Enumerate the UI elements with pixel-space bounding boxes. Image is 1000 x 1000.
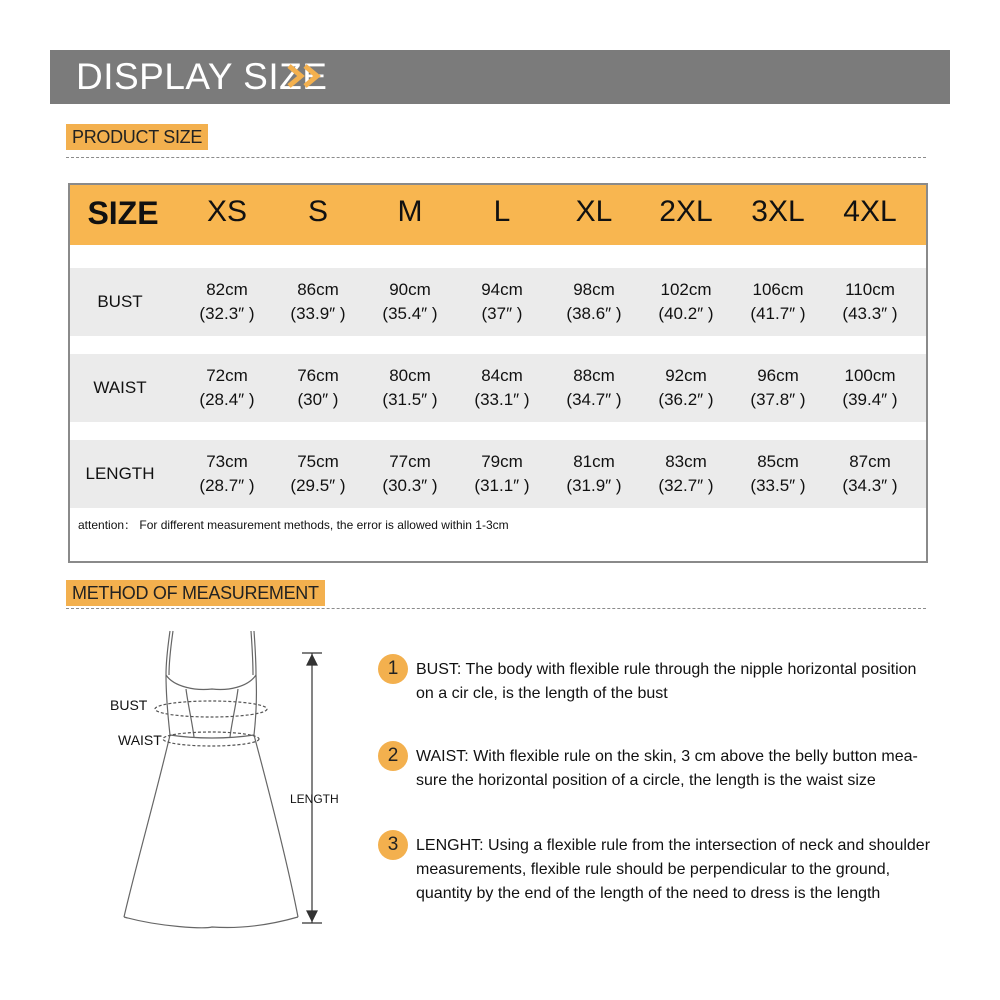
table-cell: 73cm (28.7″ ) xyxy=(199,452,255,495)
table-cell: 86cm (33.9″ ) xyxy=(290,280,346,323)
step-number-badge: 2 xyxy=(378,741,408,771)
method-of-measurement-tag: METHOD OF MEASUREMENT xyxy=(66,580,325,606)
table-cell: 84cm (33.1″ ) xyxy=(474,366,530,409)
table-cell: 79cm (31.1″ ) xyxy=(474,452,530,495)
dashed-divider xyxy=(66,608,926,609)
product-size-tag: PRODUCT SIZE xyxy=(66,124,208,150)
table-cell: 77cm (30.3″ ) xyxy=(382,452,438,495)
measurement-step-length xyxy=(378,830,938,910)
row-label-bust: BUST xyxy=(97,292,143,311)
step-text: WAIST: With flexible rule on the skin, 3 cm above the belly button mea-sure the horizontal position of a circle, the length is the waist size xyxy=(416,748,918,789)
row-label-waist: WAIST xyxy=(93,378,147,397)
dress-outline-icon xyxy=(100,625,350,935)
banner-title: DISPLAY SIZE xyxy=(76,56,328,97)
table-cell: 82cm (32.3″ ) xyxy=(199,280,255,323)
size-table xyxy=(68,183,928,563)
table-cell: 87cm (34.3″ ) xyxy=(842,452,898,495)
dashed-divider xyxy=(66,157,926,158)
table-row-waist xyxy=(70,354,926,422)
measurement-step-bust xyxy=(378,654,938,714)
table-cell: 81cm (31.9″ ) xyxy=(566,452,622,495)
row-label-length: LENGTH xyxy=(85,464,155,483)
table-row-bust xyxy=(70,268,926,336)
size-header-label: SIZE xyxy=(87,195,159,231)
measurement-note: attention： For different measurement methods, the error is allowed within 1-3cm xyxy=(78,518,509,532)
display-size-banner xyxy=(50,50,950,104)
table-cell: 76cm (30″ ) xyxy=(297,366,339,409)
table-cell: 98cm (38.6″ ) xyxy=(566,280,622,323)
step-number-badge: 3 xyxy=(378,830,408,860)
double-chevron-right-icon xyxy=(286,63,330,89)
size-header-xs: XS xyxy=(206,195,248,228)
table-cell: 85cm (33.5″ ) xyxy=(750,452,806,495)
table-row-length xyxy=(70,440,926,508)
table-cell: 110cm (43.3″ ) xyxy=(842,280,898,323)
step-text: LENGHT: Using a flexible rule from the intersection of neck and shoulder measurements, flexible rule should be perpendicular to the ground, quantity by the end of the length of the need to dress is the length xyxy=(416,837,931,902)
table-cell: 83cm (32.7″ ) xyxy=(658,452,714,495)
size-header-m: M xyxy=(397,195,423,228)
diagram-label-bust: BUST xyxy=(110,697,148,713)
dress-diagram xyxy=(100,625,350,935)
step-number-badge: 1 xyxy=(378,654,408,684)
table-cell: 80cm (31.5″ ) xyxy=(382,366,438,409)
table-cell: 88cm (34.7″ ) xyxy=(566,366,622,409)
measurement-step-waist xyxy=(378,741,938,801)
table-cell: 90cm (35.4″ ) xyxy=(382,280,438,323)
table-cell: 100cm (39.4″ ) xyxy=(842,366,898,409)
size-header-l: L xyxy=(493,195,511,228)
diagram-label-waist: WAIST xyxy=(118,732,162,748)
size-header-xl: XL xyxy=(575,195,613,228)
diagram-label-length: LENGTH xyxy=(290,792,339,806)
table-cell: 94cm (37″ ) xyxy=(481,280,523,323)
table-cell: 72cm (28.4″ ) xyxy=(199,366,255,409)
step-text: BUST: The body with flexible rule through the nipple horizontal position on a cir cle, is the length of the bust xyxy=(416,661,917,702)
size-table-header xyxy=(70,185,926,245)
size-header-3xl: 3XL xyxy=(751,195,805,228)
size-header-s: S xyxy=(307,195,328,228)
table-cell: 96cm (37.8″ ) xyxy=(750,366,806,409)
table-cell: 75cm (29.5″ ) xyxy=(290,452,346,495)
table-cell: 92cm (36.2″ ) xyxy=(658,366,714,409)
table-cell: 106cm (41.7″ ) xyxy=(750,280,806,323)
size-header-4xl: 4XL xyxy=(843,195,897,228)
size-header-2xl: 2XL xyxy=(659,195,713,228)
table-cell: 102cm (40.2″ ) xyxy=(658,280,714,323)
